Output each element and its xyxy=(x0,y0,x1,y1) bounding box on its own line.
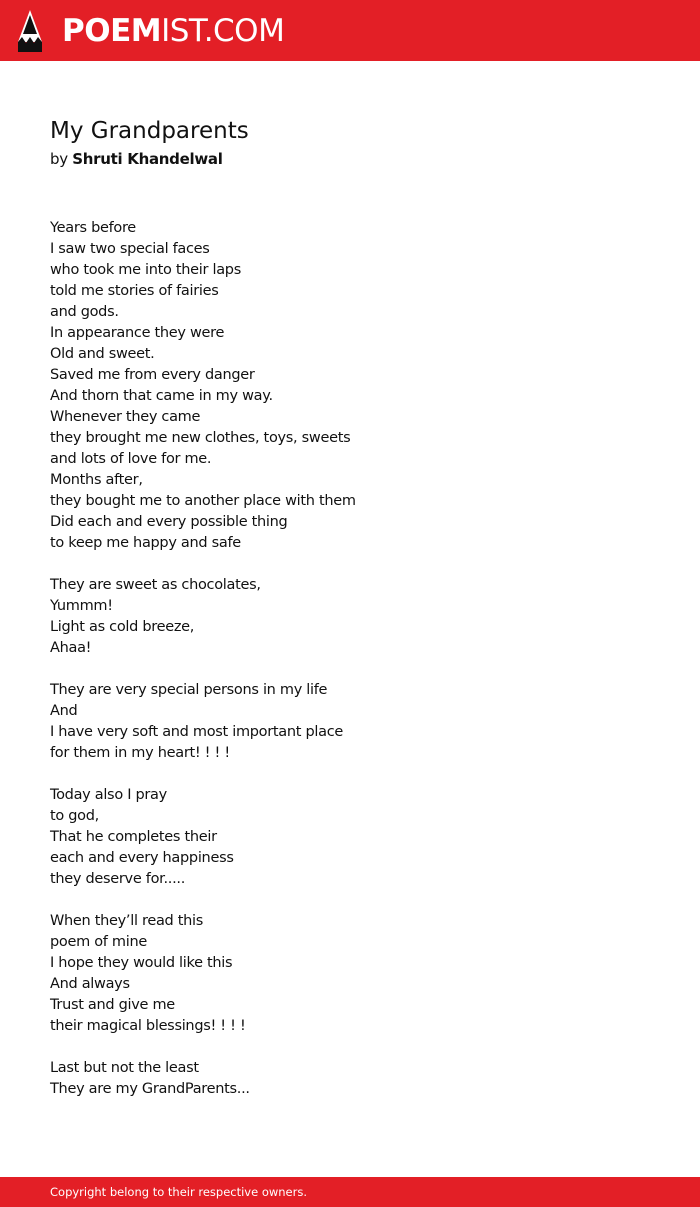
poem-line: Trust and give me xyxy=(50,997,175,1013)
poem-line: Saved me from every danger xyxy=(50,367,255,383)
poem-line: their magical blessings! ! ! ! xyxy=(50,1018,246,1034)
poem-line: Years before xyxy=(50,220,136,236)
poem-title: My Grandparents xyxy=(50,118,249,144)
stanza-break xyxy=(50,659,650,680)
poem-line: each and every happiness xyxy=(50,850,234,866)
poem-line: they deserve for..... xyxy=(50,871,186,887)
poem-line: to god, xyxy=(50,808,99,824)
stanza-break xyxy=(50,554,650,575)
poem-line: Ahaa! xyxy=(50,640,92,656)
poem-line: I saw two special faces xyxy=(50,241,210,257)
poem-line: for them in my heart! ! ! ! xyxy=(50,745,230,761)
poem-line: Today also I pray xyxy=(50,787,167,803)
poem-line: I hope they would like this xyxy=(50,955,233,971)
poem-line: I have very soft and most important place xyxy=(50,724,343,740)
poem-line: And xyxy=(50,703,78,719)
poem-line: poem of mine xyxy=(50,934,147,950)
poem-line: to keep me happy and safe xyxy=(50,535,241,551)
copyright-notice: Copyright belong to their respective owners. xyxy=(50,1185,308,1199)
poem-line: Light as cold breeze, xyxy=(50,619,195,635)
logo-light-text: IST.COM xyxy=(161,13,285,49)
poem-line: They are very special persons in my life xyxy=(50,682,328,698)
poem-line: Did each and every possible thing xyxy=(50,514,288,530)
stanza-break xyxy=(50,764,650,785)
site-logo[interactable] xyxy=(62,12,284,50)
poem-line: they bought me to another place with them xyxy=(50,493,356,509)
poem-line: and gods. xyxy=(50,304,119,320)
poem-line: That he completes their xyxy=(50,829,217,845)
site-footer xyxy=(0,1177,700,1207)
poem-line: They are sweet as chocolates, xyxy=(50,577,261,593)
poem-line: Whenever they came xyxy=(50,409,201,425)
poem-line: they brought me new clothes, toys, sweets xyxy=(50,430,351,446)
stanza-break xyxy=(50,890,650,911)
poem-line: who took me into their laps xyxy=(50,262,241,278)
logo-bold-text: POEM xyxy=(62,13,162,49)
poem-body xyxy=(50,218,650,1100)
poem-line: Yummm! xyxy=(50,598,113,614)
site-header xyxy=(0,0,700,61)
pencil-tip-icon[interactable] xyxy=(18,10,42,52)
poem-line: told me stories of fairies xyxy=(50,283,219,299)
stanza-break xyxy=(50,1037,650,1058)
poem-line: They are my GrandParents... xyxy=(50,1081,250,1097)
author-name[interactable]: Shruti Khandelwal xyxy=(72,150,223,168)
poem-line: When they’ll read this xyxy=(50,913,204,929)
poem-line: In appearance they were xyxy=(50,325,225,341)
poem-byline xyxy=(50,148,223,170)
poem-line: And always xyxy=(50,976,130,992)
by-label: by xyxy=(50,150,68,168)
poem-line: Last but not the least xyxy=(50,1060,199,1076)
poem-line: And thorn that came in my way. xyxy=(50,388,273,404)
poem-line: Months after, xyxy=(50,472,143,488)
poem-line: and lots of love for me. xyxy=(50,451,212,467)
poem-line: Old and sweet. xyxy=(50,346,155,362)
